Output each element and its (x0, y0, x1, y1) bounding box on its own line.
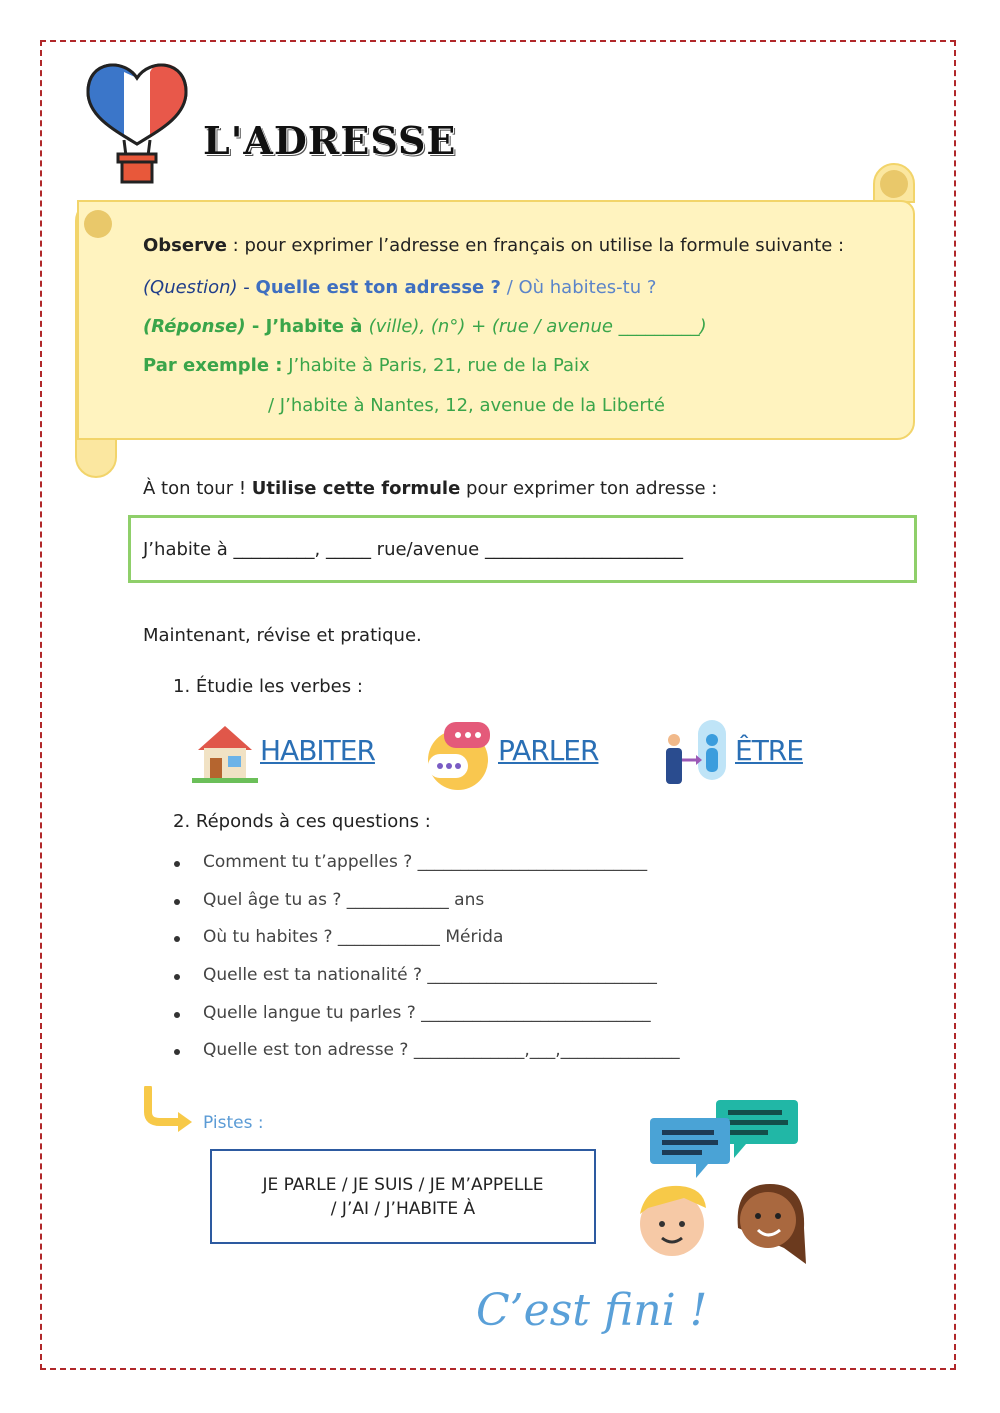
question-line (143, 277, 656, 298)
tour-rest: pour exprimer ton adresse : (460, 478, 718, 499)
tour-lead: À ton tour ! (143, 478, 252, 499)
scroll-curl-right (880, 170, 908, 198)
question-label: (Question) (143, 277, 238, 298)
verb-habiter-link[interactable]: HABITER (260, 734, 375, 767)
example-line-2: / J’habite à Nantes, 12, avenue de la Liberté (268, 395, 665, 416)
question-name[interactable]: Comment tu t’appelles ? ___________________________ (203, 852, 648, 872)
page-title: L'ADRESSE (203, 118, 457, 163)
reponse-parts: (ville), (n°) + (rue / avenue _________) (368, 316, 707, 337)
house-icon (192, 720, 258, 784)
question-age[interactable]: Quel âge tu as ? ____________ ans (203, 890, 485, 910)
address-answer-line[interactable]: J’habite à _________, _____ rue/avenue ______________________ (143, 539, 683, 560)
bullet (174, 861, 180, 867)
bullet (174, 936, 180, 942)
question-language[interactable]: Quelle langue tu parles ? ___________________________ (203, 1003, 651, 1023)
question-alt: / Où habites-tu ? (500, 277, 657, 298)
reponse-main: - J’habite à (245, 316, 369, 337)
reponse-label: (Réponse) (143, 316, 246, 337)
example-label: Par exemple : (143, 355, 283, 376)
observe-label: Observe (143, 235, 227, 256)
question-main: Quelle est ton adresse ? (255, 277, 501, 298)
cest-fini-text: C’est fini ! (476, 1285, 708, 1336)
question-city[interactable]: Où tu habites ? ____________ Mérida (203, 927, 504, 947)
bullet (174, 1012, 180, 1018)
bullet (174, 1049, 180, 1055)
question-address[interactable]: Quelle est ton adresse ? _____________,___,______________ (203, 1040, 680, 1060)
tour-instruction (143, 478, 717, 499)
bullet (174, 899, 180, 905)
question-dash: - (237, 277, 256, 298)
conversation-people-icon (634, 1098, 810, 1268)
chat-bubbles-icon (424, 720, 494, 790)
example-1: J’habite à Paris, 21, rue de la Paix (282, 355, 590, 376)
transform-person-icon (660, 716, 730, 788)
bullet (174, 974, 180, 980)
verb-parler-link[interactable]: PARLER (498, 734, 599, 767)
example-line-1 (143, 355, 590, 376)
step-1: 1. Étudie les verbes : (173, 676, 363, 697)
hot-air-balloon-icon (84, 58, 190, 186)
reponse-line (143, 316, 707, 337)
step-2: 2. Réponds à ces questions : (173, 811, 431, 832)
tour-bold: Utilise cette formule (251, 478, 461, 499)
observe-line (143, 235, 844, 256)
pistes-line-1: JE PARLE / JE SUIS / JE M’APPELLE (262, 1174, 544, 1195)
question-nationality[interactable]: Quelle est ta nationalité ? ___________________________ (203, 965, 657, 985)
pistes-label: Pistes : (203, 1113, 264, 1133)
revise-heading: Maintenant, révise et pratique. (143, 625, 422, 646)
verb-etre-link[interactable]: ÊTRE (735, 734, 803, 767)
pistes-box (210, 1149, 596, 1244)
curved-arrow-icon (140, 1086, 194, 1136)
scroll-curl-left (84, 210, 112, 238)
pistes-line-2: / J’AI / J’HABITE À (330, 1198, 476, 1219)
observe-text: : pour exprimer l’adresse en français on utilise la formule suivante : (226, 235, 845, 256)
